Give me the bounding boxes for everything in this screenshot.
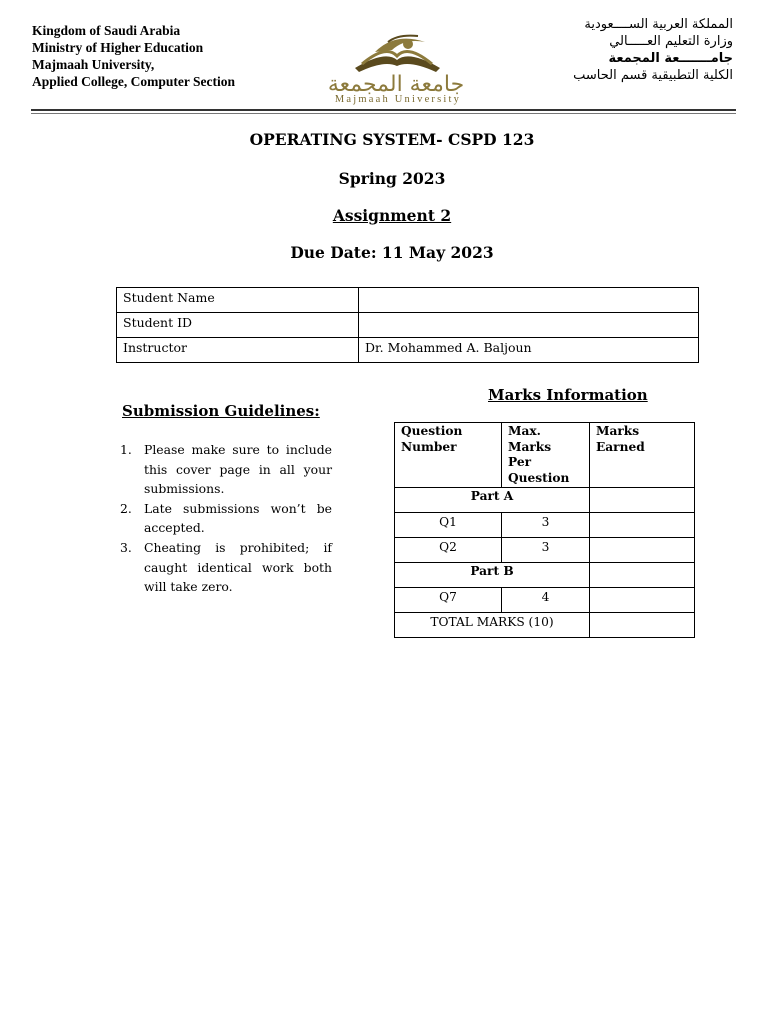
list-text: Please make sure to include this cover page in all your submissions. [144,442,332,497]
list-item [120,499,332,538]
total-value-cell[interactable] [590,613,695,638]
part-b-label: Part B [395,563,590,588]
part-row [395,488,695,513]
header-line: Marks [596,424,640,438]
part-row [395,563,695,588]
header-line: Question [508,470,570,485]
header-line-ar: جامـــــــعة المجمعة [608,51,733,66]
course-title: OPERATING SYSTEM- CSPD 123 [249,130,535,149]
max-marks-cell: 4 [502,588,590,613]
guidelines-list [120,440,332,597]
list-number: 1. [120,442,132,457]
instructor-label: Instructor [117,338,359,363]
col-earned-header [590,423,695,488]
university-logo [300,30,495,110]
header-line: Applied College, Computer Section [32,74,235,89]
max-marks-cell: 3 [502,538,590,563]
book-emblem-icon [300,30,495,78]
table-row [117,338,699,363]
table-header-row [395,423,695,488]
header-line: Earned [596,439,645,454]
header-line: Majmaah University, [32,57,155,72]
question-cell: Q1 [395,513,502,538]
total-label: TOTAL MARKS (10) [395,613,590,638]
header-line-ar: وزارة التعليم العـــــالي [609,34,733,49]
max-marks-cell: 3 [502,513,590,538]
header-line: Max. [508,424,541,438]
earned-cell[interactable] [590,513,695,538]
header-line: Ministry of Higher Education [32,40,204,55]
header-line: Kingdom of Saudi Arabia [32,23,181,38]
guidelines-heading: Submission Guidelines: [122,402,320,420]
question-cell: Q7 [395,588,502,613]
col-question-header: Question Number [395,423,502,488]
header-divider [31,109,736,111]
table-row [117,313,699,338]
list-number: 3. [120,539,132,555]
part-a-label: Part A [395,488,590,513]
list-text: Late submissions won’t be accepted. [144,500,332,536]
header-arabic [573,16,733,84]
student-name-label: Student Name [117,288,359,313]
col-max-header [502,423,590,488]
table-row [395,538,695,563]
header-divider-thin [31,113,736,114]
student-id-label: Student ID [117,313,359,338]
header-english [32,22,235,90]
marks-heading: Marks Information [488,386,648,404]
assignment-title: Assignment 2 [332,206,452,225]
header-line-ar: الكلية التطبيقية قسم الحاسب [573,68,733,83]
term-title: Spring 2023 [338,169,446,188]
header-line-ar: المملكة العربية الســــعودية [584,17,733,32]
table-row [395,513,695,538]
logo-english-text: Majmaah University [334,94,462,105]
part-a-empty [590,488,695,513]
header-line: Per [508,455,532,469]
earned-cell[interactable] [590,538,695,563]
part-b-empty [590,563,695,588]
student-info-table [116,287,699,363]
list-text: Cheating is prohibited; if caught identical work both will take zero. [144,539,332,595]
instructor-value: Dr. Mohammed A. Baljoun [359,338,699,363]
question-cell: Q2 [395,538,502,563]
earned-cell[interactable] [590,588,695,613]
logo-arabic-text: جامعة المجمعة [327,72,465,97]
list-item [120,538,332,597]
due-date: Due Date: 11 May 2023 [290,243,494,262]
table-row [395,588,695,613]
table-row [117,288,699,313]
student-name-field[interactable] [359,288,699,313]
total-row [395,613,695,638]
list-item [120,440,332,499]
list-number: 2. [120,500,132,516]
student-id-field[interactable] [359,313,699,338]
header-line: Marks [508,439,552,454]
marks-table [394,422,695,638]
